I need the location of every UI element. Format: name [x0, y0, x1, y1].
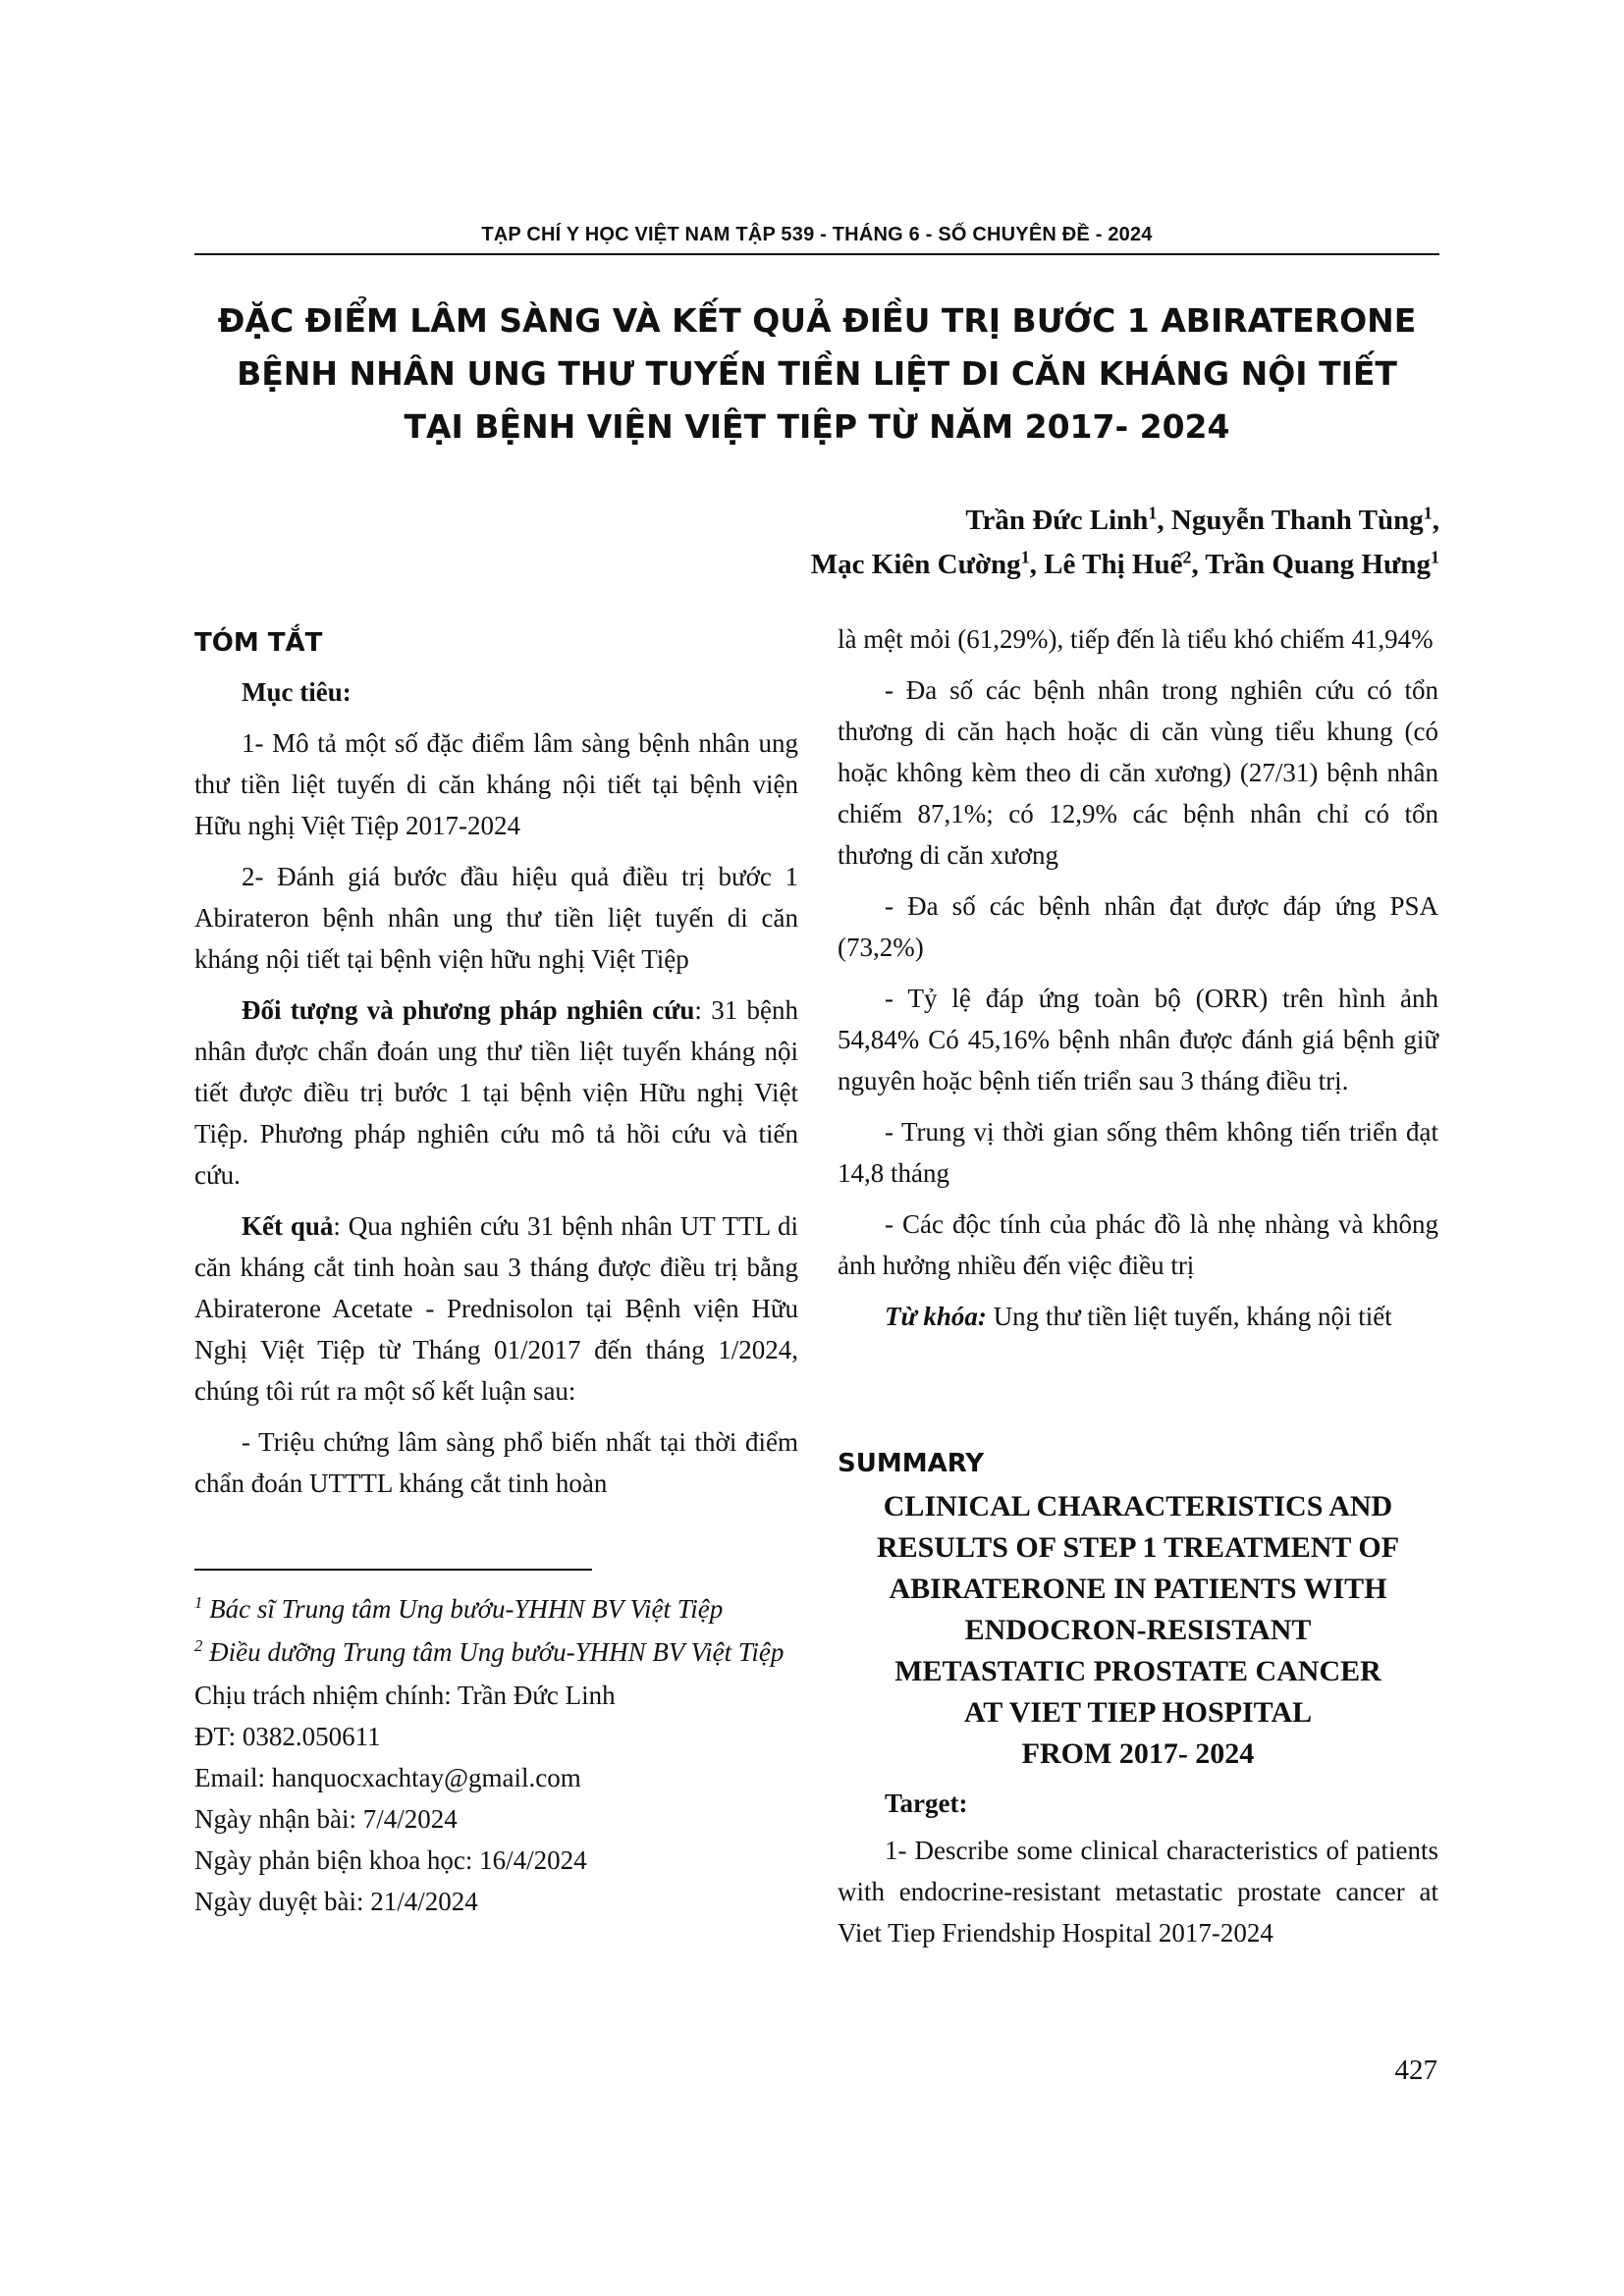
summary-title-line-5: METASTATIC PROSTATE CANCER [894, 1655, 1381, 1687]
summary-section [838, 1443, 1438, 1959]
footnote-affiliation-1 [194, 1588, 798, 1629]
target-label: Target: [885, 1789, 968, 1818]
summary-heading: SUMMARY [838, 1449, 985, 1478]
summary-title-line-6: AT VIET TIEP HOSPITAL [963, 1696, 1313, 1729]
result-1: - Triệu chứng lâm sàng phổ biến nhất tại thời điểm chẩn đoán UTTTL kháng cắt tinh hoàn [194, 1427, 798, 1498]
date-accepted: Ngày duyệt bài: 21/4/2024 [194, 1887, 478, 1916]
objective-label: Mục tiêu: [242, 677, 352, 707]
result-4: - Tỷ lệ đáp ứng toàn bộ (ORR) trên hình ảnh 54,84% Có 45,16% bệnh nhân được đánh giá bệnh giữ nguyên hoặc bệnh tiến triển sau 3 tháng điều trị. [838, 984, 1438, 1095]
author-list [811, 499, 1439, 587]
title-line-3: TẠI BỆNH VIỆN VIỆT TIỆP TỪ NĂM 2017- 2024 [404, 407, 1230, 446]
author-line-1 [811, 499, 1439, 543]
summary-title [838, 1486, 1438, 1775]
page-number: 427 [1394, 2055, 1437, 2086]
footnote-affiliation-2 [194, 1631, 798, 1673]
result-6: - Các độc tính của phác đồ là nhẹ nhàng và không ảnh hưởng nhiều đến việc điều trị [838, 1209, 1438, 1280]
journal-running-header: TẠP CHÍ Y HỌC VIỆT NAM TẬP 539 - THÁNG 6 - SỐ CHUYÊN ĐỀ - 2024 [481, 224, 1153, 245]
methods-paragraph [194, 989, 798, 1196]
title-line-2: BỆNH NHÂN UNG THƯ TUYẾN TIỀN LIỆT DI CĂN KHÁNG NỘI TIẾT [237, 354, 1397, 393]
footnote-mark: 1 [194, 1593, 203, 1612]
email: Email: hanquocxachtay@gmail.com [194, 1763, 581, 1792]
affiliation-mark: 1 [1423, 503, 1433, 523]
abstract-heading: TÓM TẮT [194, 628, 323, 658]
author-separator: , [1432, 505, 1439, 536]
methods-label: Đối tượng và phương pháp nghiên cứu [242, 995, 695, 1025]
objective-2: 2- Đánh giá bước đầu hiệu quả điều trị bước 1 Abirateron bệnh nhân ung thư tiền liệt tuyến di căn kháng nội tiết tại bệnh viện hữu nghị Việt Tiệp [194, 862, 798, 974]
phone: ĐT: 0382.050611 [194, 1722, 381, 1751]
date-reviewed: Ngày phản biện khoa học: 16/4/2024 [194, 1845, 587, 1875]
affiliation-mark: 1 [1020, 547, 1030, 567]
objective-1: 1- Mô tả một số đặc điểm lâm sàng bệnh nhân ung thư tiền liệt tuyến di căn kháng nội tiết tại bệnh viện Hữu nghị Việt Tiệp 2017-2024 [194, 728, 798, 840]
summary-title-line-4: ENDOCRON-RESISTANT [964, 1614, 1312, 1646]
summary-title-line-7: FROM 2017- 2024 [1021, 1737, 1255, 1770]
results-text: : Qua nghiên cứu 31 bệnh nhân UT TTL di căn kháng cắt tinh hoàn sau 3 tháng được điều trị bằng Abiraterone Acetate - Prednisolon tại Bệnh viện Hữu Nghị Việt Tiệp từ Tháng 01/2017 đến tháng 1/2024, chúng tôi rút ra một số kết luận sau: [194, 1211, 798, 1406]
responsible-author: Chịu trách nhiệm chính: Trần Đức Linh [194, 1681, 616, 1710]
methods-text: : 31 bệnh nhân được chẩn đoán ung thư tiền liệt tuyến kháng nội tiết được điều trị bước 1 tại bệnh viện Hữu nghị Việt Tiệp. Phương pháp nghiên cứu mô tả hồi cứu và tiến cứu. [194, 995, 798, 1190]
title-line-1: ĐẶC ĐIỂM LÂM SÀNG VÀ KẾT QUẢ ĐIỀU TRỊ BƯỚC 1 ABIRATERONE [217, 301, 1417, 340]
date-received: Ngày nhận bài: 7/4/2024 [194, 1804, 458, 1834]
author-name: Mạc Kiên Cường [810, 549, 1021, 580]
summary-title-line-3: ABIRATERONE IN PATIENTS WITH [889, 1573, 1387, 1605]
abstract-right-column [838, 618, 1438, 1347]
summary-title-line-2: RESULTS OF STEP 1 TREATMENT OF [876, 1531, 1400, 1564]
result-2: - Đa số các bệnh nhân trong nghiên cứu có tổn thương di căn hạch hoặc di căn vùng tiểu khung (có hoặc không kèm theo di căn xương) (27/31) bệnh nhân chiếm 87,1%; có 12,9% các bệnh nhân chỉ có tổn thương di căn xương [838, 675, 1438, 870]
affiliation-mark: 1 [1431, 547, 1439, 567]
footnote-text: Điều dưỡng Trung tâm Ung bướu-YHHN BV Việt Tiệp [202, 1637, 785, 1667]
footnotes [194, 1588, 798, 1922]
result-5: - Trung vị thời gian sống thêm không tiến triển đạt 14,8 tháng [838, 1117, 1438, 1188]
author-line-2 [811, 543, 1439, 587]
author-name: , Lê Thị Huế [1029, 549, 1183, 580]
footnote-rule [194, 1569, 592, 1571]
abstract-left-column [194, 618, 798, 1514]
author-name: , Nguyễn Thanh Tùng [1157, 505, 1424, 536]
author-name: , Trần Quang Hưng [1191, 549, 1432, 580]
keywords-text: Ung thư tiền liệt tuyến, kháng nội tiết [986, 1302, 1392, 1331]
footnote-mark: 2 [194, 1636, 203, 1655]
affiliation-mark: 1 [1148, 503, 1158, 523]
affiliation-mark: 2 [1182, 547, 1192, 567]
result-1-continued: là mệt mỏi (61,29%), tiếp đến là tiểu khó chiếm 41,94% [838, 624, 1434, 654]
summary-title-line-1: CLINICAL CHARACTERISTICS AND [883, 1490, 1393, 1522]
target-1: 1- Describe some clinical characteristics of patients with endocrine-resistant metastatic prostate cancer at Viet Tiep Friendship Hospital 2017-2024 [838, 1836, 1438, 1948]
author-name: Trần Đức Linh [965, 505, 1149, 536]
results-label: Kết quả [242, 1211, 334, 1241]
keywords-label: Từ khóa: [885, 1302, 987, 1331]
results-paragraph [194, 1205, 798, 1412]
article-title [194, 294, 1439, 454]
header-rule [194, 253, 1439, 255]
footnote-text: Bác sĩ Trung tâm Ung bướu-YHHN BV Việt Tiệp [202, 1594, 724, 1624]
keywords [838, 1296, 1438, 1337]
result-3: - Đa số các bệnh nhân đạt được đáp ứng PSA (73,2%) [838, 891, 1438, 962]
